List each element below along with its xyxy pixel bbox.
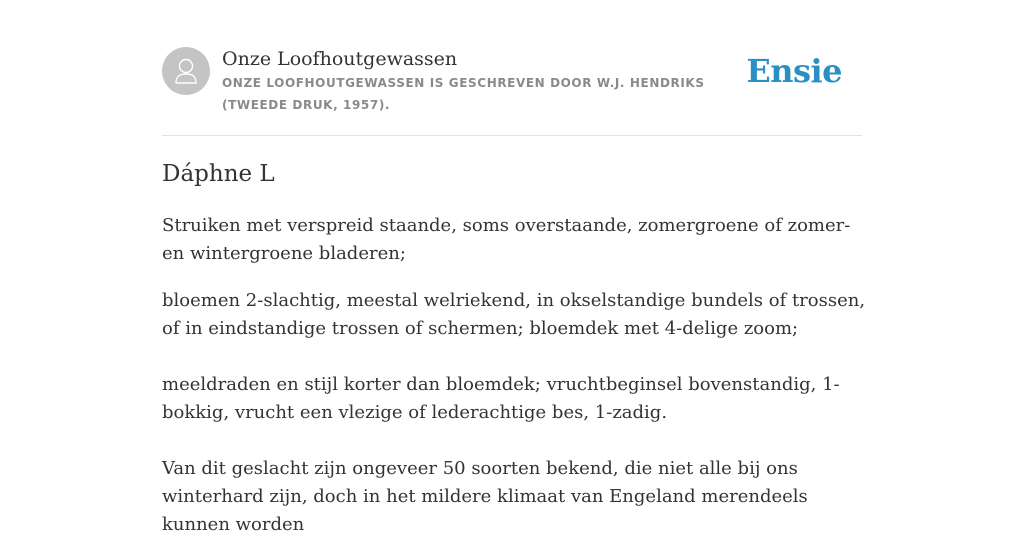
book-title[interactable]: Onze Loofhoutgewassen xyxy=(222,48,458,70)
entry-paragraph: Van dit geslacht zijn ongeveer 50 soorten bekend, die niet alle bij ons winterhard zijn, doch in het mildere klimaat van Engeland merendeels kunnen worden xyxy=(162,458,808,535)
book-description: ONZE LOOFHOUTGEWASSEN IS GESCHREVEN DOOR W.J. HENDRIKS (TWEEDE DRUK, 1957). xyxy=(222,76,705,112)
entry-content xyxy=(162,212,867,539)
entry-paragraph: meeldraden en stijl korter dan bloemdek; vruchtbeginsel bovenstandig, 1-bokkig, vrucht een vlezige of lederachtige bes, 1-zadig. xyxy=(162,374,840,423)
user-avatar-icon xyxy=(162,47,210,95)
entry-paragraph: bloemen 2-slachtig, meestal welriekend, in okselstandige bundels of trossen, of in eindstandige trossen of schermen; bloemdek met 4-delige zoom; xyxy=(162,290,866,339)
entry-title: Dáphne L xyxy=(162,161,275,187)
ensie-logo[interactable]: Ensie xyxy=(746,52,842,90)
entry-paragraph: Struiken met verspreid staande, soms overstaande, zomergroene of zomer- en wintergroene bladeren; xyxy=(162,215,851,264)
header-divider xyxy=(162,135,862,136)
book-header xyxy=(162,47,862,117)
